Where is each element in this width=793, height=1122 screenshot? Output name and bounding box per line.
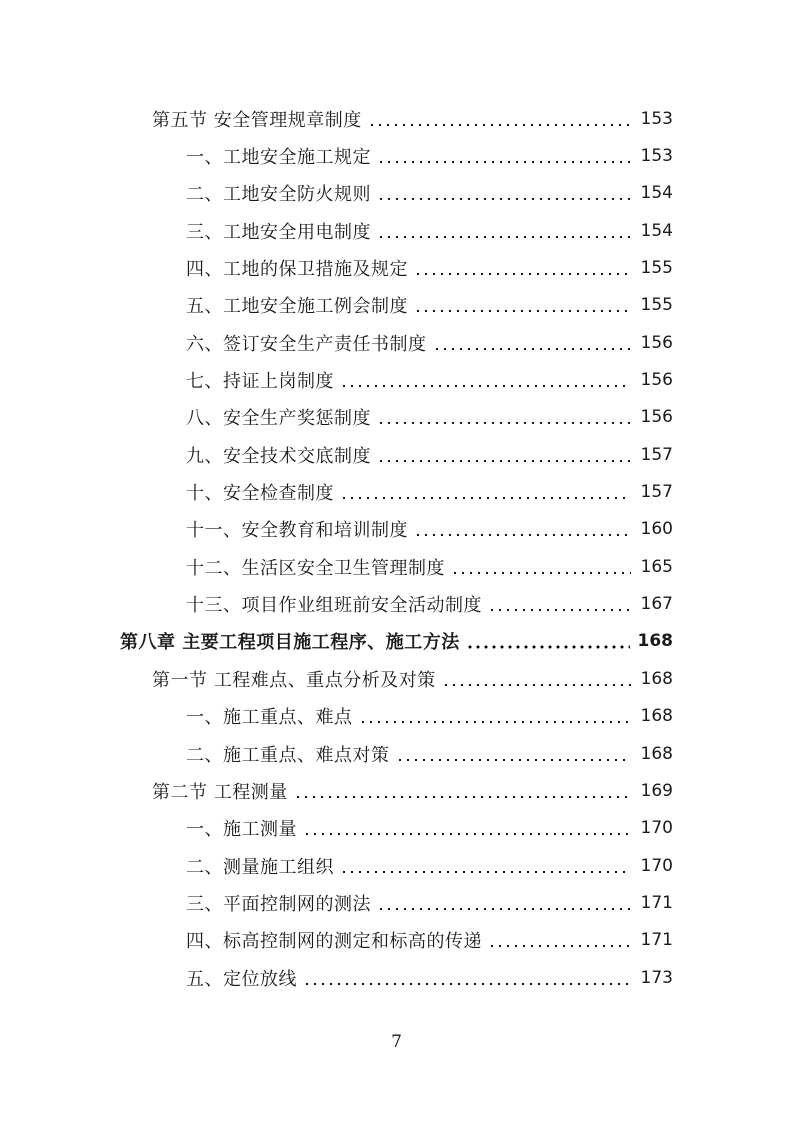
dot-leader [414, 533, 631, 537]
page-number: 7 [391, 1032, 402, 1052]
toc-entry-label: 五、工地安全施工例会制度 [186, 296, 408, 318]
toc-row[interactable] [0, 137, 793, 174]
toc-row[interactable] [0, 922, 793, 959]
toc-entry-label: 二、工地安全防火规则 [186, 184, 371, 206]
toc-page-number: 173 [640, 967, 673, 988]
toc-row[interactable] [0, 810, 793, 847]
dot-leader [414, 309, 631, 313]
toc-page-number: 156 [640, 407, 673, 428]
toc-row[interactable] [0, 287, 793, 324]
toc-entry-label: 二、施工重点、难点对策 [186, 744, 390, 766]
toc-entry-label: 一、施工测量 [186, 819, 297, 841]
toc-entry-label: 一、施工重点、难点 [186, 707, 353, 729]
toc-entry-label: 十二、生活区安全卫生管理制度 [186, 557, 445, 579]
dot-leader [303, 832, 631, 836]
toc-row[interactable] [0, 249, 793, 286]
toc-page-number: 160 [640, 519, 673, 540]
toc-page-number: 153 [640, 108, 673, 129]
toc-entry-label: 七、持证上岗制度 [186, 371, 334, 393]
dot-leader [368, 123, 631, 127]
toc-row[interactable] [0, 473, 793, 510]
toc-entry-label: 第一节 工程难点、重点分析及对策 [152, 669, 436, 691]
toc-page-number: 168 [637, 631, 673, 652]
toc-entry-label: 六、签订安全生产责任书制度 [186, 333, 427, 355]
toc-entry-label: 十、安全检查制度 [186, 483, 334, 505]
toc-page-number: 168 [640, 668, 673, 689]
toc-row[interactable] [0, 212, 793, 249]
toc-page-number: 170 [640, 855, 673, 876]
dot-leader [488, 608, 631, 612]
toc-row[interactable] [0, 884, 793, 921]
dot-leader [466, 645, 630, 649]
toc-page-number: 154 [640, 220, 673, 241]
toc-entry-label: 五、定位放线 [186, 968, 297, 990]
dot-leader [396, 758, 632, 762]
toc-entry-label: 一、工地安全施工规定 [186, 147, 371, 169]
dot-leader [377, 197, 631, 201]
dot-leader [377, 160, 631, 164]
toc-row[interactable] [0, 772, 793, 809]
toc-row[interactable] [0, 436, 793, 473]
toc-entry-label: 四、工地的保卫措施及规定 [186, 259, 408, 281]
toc-entry-label: 九、安全技术交底制度 [186, 445, 371, 467]
toc-entry-label: 三、工地安全用电制度 [186, 221, 371, 243]
dot-leader [359, 720, 632, 724]
dot-leader [488, 944, 631, 948]
toc-row[interactable] [0, 324, 793, 361]
toc-row[interactable] [0, 175, 793, 212]
toc-row[interactable] [0, 735, 793, 772]
toc-row[interactable] [0, 548, 793, 585]
toc-page-number: 168 [640, 743, 673, 764]
toc-page-number: 171 [640, 930, 673, 951]
dot-leader [377, 235, 631, 239]
toc-page-number: 155 [640, 295, 673, 316]
dot-leader [451, 571, 631, 575]
dot-leader [377, 459, 631, 463]
dot-leader [340, 870, 631, 874]
toc-row[interactable] [0, 660, 793, 697]
toc-entry-label: 十一、安全教育和培训制度 [186, 520, 408, 542]
toc-row[interactable] [0, 361, 793, 398]
toc-entry-label: 第二节 工程测量 [152, 781, 288, 803]
toc-page-number: 155 [640, 258, 673, 279]
toc-row[interactable] [0, 511, 793, 548]
table-of-contents [0, 100, 793, 996]
toc-entry-label: 第五节 安全管理规章制度 [152, 109, 362, 131]
dot-leader [294, 795, 631, 799]
dot-leader [433, 347, 632, 351]
toc-page-number: 165 [640, 556, 673, 577]
toc-entry-label: 三、平面控制网的测法 [186, 893, 371, 915]
toc-row[interactable] [0, 959, 793, 996]
toc-page-number: 171 [640, 892, 673, 913]
toc-entry-label: 二、测量施工组织 [186, 856, 334, 878]
toc-row[interactable] [0, 100, 793, 137]
toc-row[interactable] [0, 698, 793, 735]
toc-page-number: 169 [640, 780, 673, 801]
toc-entry-label: 十三、项目作业组班前安全活动制度 [186, 595, 482, 617]
toc-page-number: 153 [640, 146, 673, 167]
toc-page-number: 156 [640, 370, 673, 391]
dot-leader [414, 272, 631, 276]
toc-chapter-label: 第八章 主要工程项目施工程序、施工方法 [120, 632, 460, 654]
dot-leader [303, 982, 631, 986]
toc-page-number: 167 [640, 594, 673, 615]
toc-row[interactable] [0, 585, 793, 622]
dot-leader [340, 496, 631, 500]
toc-row[interactable] [0, 399, 793, 436]
dot-leader [377, 907, 631, 911]
toc-page-number: 156 [640, 332, 673, 353]
dot-leader [340, 384, 631, 388]
toc-page-number: 154 [640, 183, 673, 204]
dot-leader [377, 421, 631, 425]
toc-row-chapter[interactable] [0, 623, 793, 660]
toc-page-number: 168 [640, 706, 673, 727]
dot-leader [442, 683, 631, 687]
toc-page-number: 157 [640, 444, 673, 465]
toc-page-number: 157 [640, 482, 673, 503]
toc-entry-label: 八、安全生产奖惩制度 [186, 408, 371, 430]
toc-row[interactable] [0, 847, 793, 884]
toc-page-number: 170 [640, 818, 673, 839]
toc-entry-label: 四、标高控制网的测定和标高的传递 [186, 931, 482, 953]
